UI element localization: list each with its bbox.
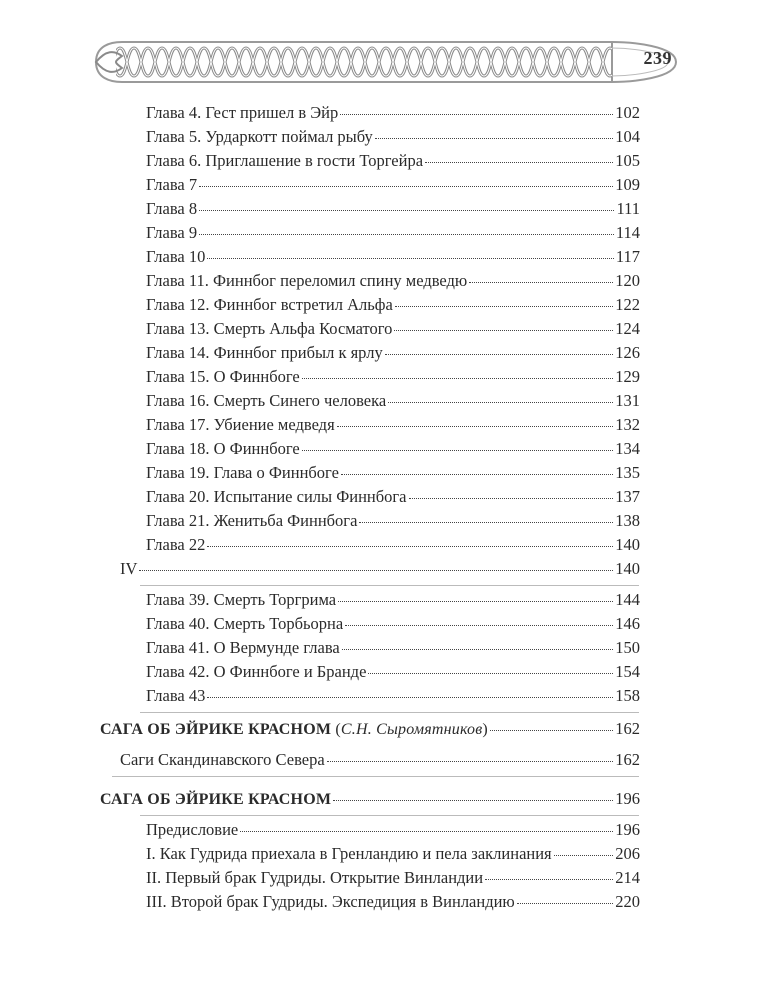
toc-entry-title: Глава 22 [146, 535, 206, 554]
toc-entry-page: 135 [615, 463, 640, 482]
toc-entry [146, 343, 640, 363]
toc-entry-page: 140 [615, 535, 640, 554]
dot-leader [341, 474, 613, 475]
toc-entry-page: 122 [615, 295, 640, 314]
toc-entry-title: Глава 6. Приглашение в гости Торгейра [146, 151, 424, 170]
toc-entry-title: Глава 15. О Финнбоге [146, 367, 300, 386]
dot-leader [199, 234, 614, 235]
toc-entry [146, 295, 640, 315]
toc-entry-page: 132 [615, 415, 640, 434]
toc-entry-page: 134 [615, 439, 640, 458]
toc-entry-page: 124 [615, 319, 640, 338]
dot-leader [333, 800, 613, 801]
dot-leader [207, 546, 613, 547]
saga-heading-page: 162 [615, 719, 640, 738]
toc-entry-page: 144 [615, 590, 640, 609]
section-divider [140, 712, 639, 713]
toc-entry-page: 214 [615, 868, 640, 887]
toc-entry-page: 111 [616, 199, 640, 218]
toc-entry-page: 114 [615, 223, 640, 242]
toc-entry-page: 137 [615, 487, 640, 506]
dot-leader [327, 761, 614, 762]
dot-leader [368, 673, 613, 674]
section-divider [140, 815, 639, 816]
toc-entry-page: 109 [615, 175, 640, 194]
saga-heading-title: САГА ОБ ЭЙРИКЕ КРАСНОМ (С.Н. Сыромятников) [100, 721, 488, 738]
toc-entry-page: 150 [615, 638, 640, 657]
toc-entry-title: Глава 41. О Вермунде глава [146, 638, 340, 657]
dot-leader [345, 625, 613, 626]
toc-entry [146, 487, 640, 507]
toc-entry-page: 138 [615, 511, 640, 530]
toc-entry [146, 247, 640, 267]
toc-entry [146, 367, 640, 387]
toc-entry-title: Глава 17. Убиение медведя [146, 415, 335, 434]
toc-entry-title: II. Первый брак Гудриды. Открытие Винландии [146, 868, 484, 887]
toc-entry-page: 104 [615, 127, 640, 146]
toc-entry [146, 103, 640, 123]
toc-entry [146, 820, 640, 840]
toc-entry [146, 868, 640, 888]
dot-leader [409, 498, 614, 499]
dot-leader [485, 879, 613, 880]
saga-heading [100, 789, 640, 810]
toc-entry-title: Глава 16. Смерть Синего человека [146, 391, 387, 410]
toc-entry [146, 662, 640, 682]
toc-entry-page: 154 [615, 662, 640, 681]
dot-leader [199, 186, 613, 187]
dot-leader [425, 162, 613, 163]
dot-leader [139, 570, 613, 571]
toc-entry-page: 126 [615, 343, 640, 362]
toc-entry-title: IV [120, 559, 138, 578]
toc-entry [146, 892, 640, 912]
saga-heading-title: САГА ОБ ЭЙРИКЕ КРАСНОМ [100, 791, 332, 808]
toc-entry [146, 439, 640, 459]
toc-entry-title: Глава 5. Урдаркотт поймал рыбу [146, 127, 373, 146]
toc-entry-title: Глава 10 [146, 247, 206, 266]
section-divider [112, 776, 639, 777]
dot-leader [337, 426, 614, 427]
toc-entry-title: Глава 40. Смерть Торбьорна [146, 614, 344, 633]
dot-leader [490, 730, 613, 731]
dot-leader [207, 697, 613, 698]
saga-author: С.Н. Сыромятников [340, 721, 483, 738]
dot-leader [394, 330, 613, 331]
toc-entry-title: Глава 12. Финнбог встретил Альфа [146, 295, 393, 314]
toc-entry-page: 206 [615, 844, 640, 863]
toc-entry-title: Глава 13. Смерть Альфа Косматого [146, 319, 393, 338]
toc-entry [146, 535, 640, 555]
toc-entry-title: Глава 43 [146, 686, 206, 705]
page-number: 239 [643, 48, 672, 68]
dot-leader [359, 522, 613, 523]
dot-leader [388, 402, 613, 403]
toc-entry [146, 175, 640, 195]
dot-leader [302, 378, 614, 379]
saga-heading [100, 719, 640, 740]
toc-entry [120, 750, 640, 770]
toc-entry [146, 319, 640, 339]
toc-entry [146, 391, 640, 411]
dot-leader [342, 649, 614, 650]
toc-entry-page: 196 [615, 820, 640, 839]
toc-entry-title: Глава 21. Женитьба Финнбога [146, 511, 358, 530]
toc-entry-title: Глава 7 [146, 175, 198, 194]
dot-leader [395, 306, 613, 307]
dot-leader [375, 138, 613, 139]
dot-leader [469, 282, 613, 283]
saga-heading-page: 196 [615, 789, 640, 808]
toc-entry-title: Глава 4. Гест пришел в Эйр [146, 103, 339, 122]
dot-leader [338, 601, 613, 602]
dot-leader [207, 258, 613, 259]
toc-entry-page: 220 [615, 892, 640, 911]
toc-entry-page: 102 [615, 103, 640, 122]
toc-entry-title: Глава 39. Смерть Торгрима [146, 590, 337, 609]
toc-entry [146, 223, 640, 243]
toc-entry-page: 146 [615, 614, 640, 633]
section-divider [140, 585, 639, 586]
toc-entry [146, 511, 640, 531]
toc-entry-title: I. Как Гудрида приехала в Гренландию и пела заклинания [146, 844, 552, 863]
toc-entry [146, 151, 640, 171]
toc-entry [146, 415, 640, 435]
toc-entry-title: Глава 42. О Финнбоге и Бранде [146, 662, 367, 681]
toc-entry-title: Саги Скандинавского Севера [120, 750, 325, 769]
toc-entry-title: Глава 19. Глава о Финнбоге [146, 463, 339, 482]
dot-leader [554, 855, 614, 856]
dot-leader [385, 354, 614, 355]
dot-leader [240, 831, 613, 832]
toc-entry-page: 129 [615, 367, 640, 386]
toc-entry-page: 105 [615, 151, 640, 170]
toc-entry [146, 844, 640, 864]
toc-entry [120, 559, 640, 579]
toc-entry-title: Глава 11. Финнбог переломил спину медведю [146, 271, 468, 290]
dot-leader [199, 210, 614, 211]
toc-entry-title: Глава 18. О Финнбоге [146, 439, 300, 458]
dot-leader [302, 450, 614, 451]
toc-entry-title: Глава 20. Испытание силы Финнбога [146, 487, 407, 506]
toc-entry [146, 127, 640, 147]
toc-entry-title: III. Второй брак Гудриды. Экспедиция в Винландию [146, 892, 515, 911]
toc-entry [146, 590, 640, 610]
toc-entry-page: 162 [615, 750, 640, 769]
toc-entry-page: 140 [615, 559, 640, 578]
toc-entry [146, 199, 640, 219]
toc-entry-title: Глава 14. Финнбог прибыл к ярлу [146, 343, 383, 362]
toc-entry [146, 686, 640, 706]
toc-entry-page: 117 [615, 247, 640, 266]
toc-entry [146, 638, 640, 658]
dot-leader [517, 903, 613, 904]
toc-entry [146, 614, 640, 634]
toc-entry-title: Глава 8 [146, 199, 198, 218]
dot-leader [340, 114, 613, 115]
toc-entry [146, 271, 640, 291]
toc-entry-page: 158 [615, 686, 640, 705]
toc-entry-page: 120 [615, 271, 640, 290]
toc-entry [146, 463, 640, 483]
toc-entry-title: Глава 9 [146, 223, 198, 242]
toc-entry-page: 131 [615, 391, 640, 410]
toc-entry-title: Предисловие [146, 820, 239, 839]
